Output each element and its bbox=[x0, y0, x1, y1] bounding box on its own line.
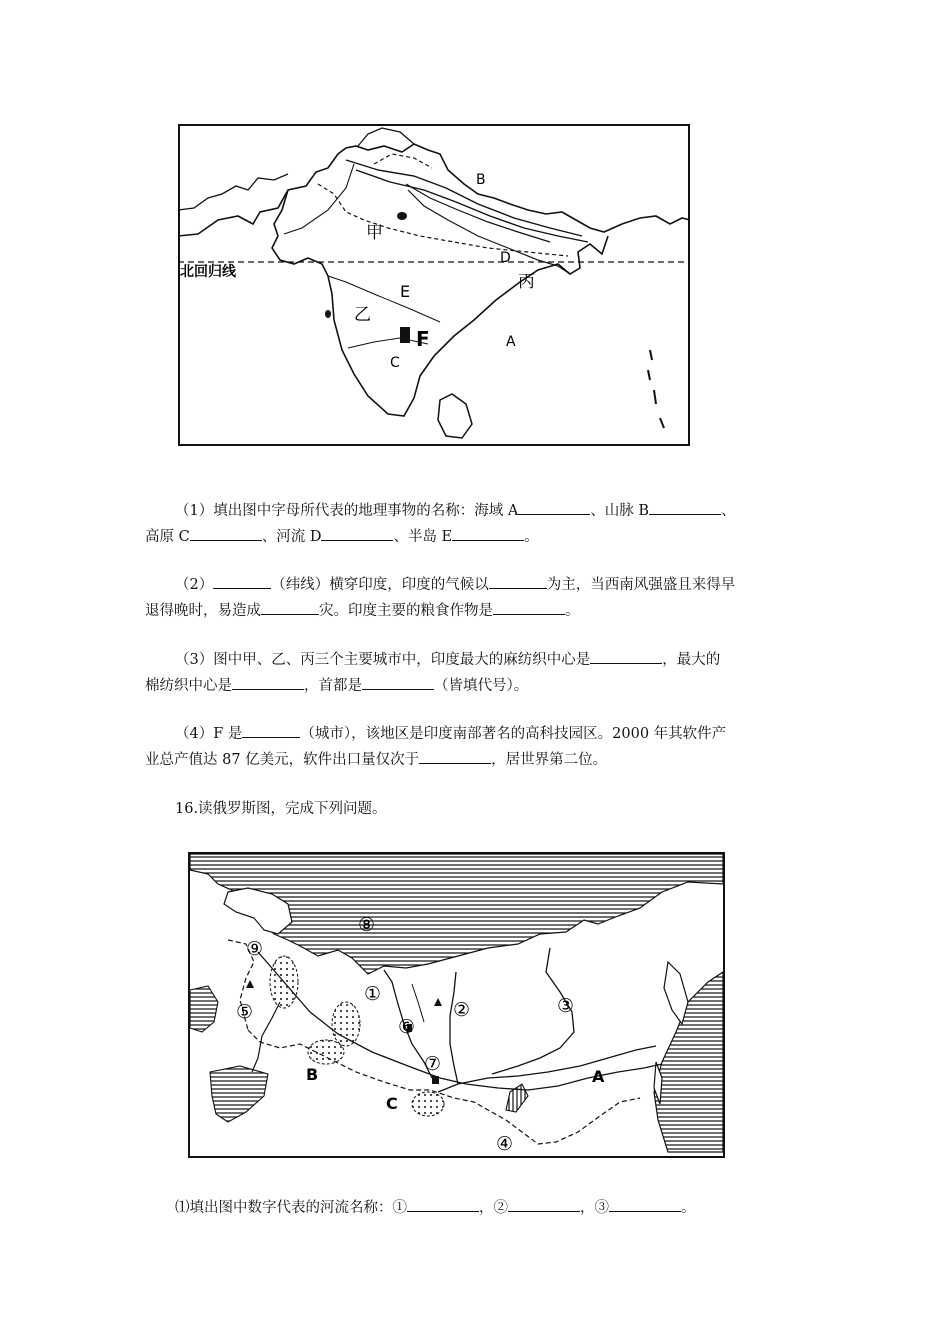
blank-river-3[interactable] bbox=[609, 1210, 681, 1212]
blank-grain-crop[interactable] bbox=[493, 613, 565, 615]
blank-latitude[interactable] bbox=[213, 587, 271, 589]
label-3: ③ bbox=[557, 995, 575, 1017]
blank-cotton-center[interactable] bbox=[232, 688, 304, 690]
label-e: E bbox=[400, 282, 411, 301]
label-jia: 甲 bbox=[366, 223, 383, 243]
india-map-svg bbox=[178, 124, 690, 446]
label-7: ⑦ bbox=[424, 1053, 442, 1075]
label-a: A bbox=[506, 334, 516, 350]
label-4: ④ bbox=[496, 1133, 514, 1155]
label-bing: 丙 bbox=[518, 272, 535, 292]
label-b: B bbox=[476, 172, 486, 188]
blank-plateau-c[interactable] bbox=[190, 539, 262, 541]
label-1: ① bbox=[364, 983, 382, 1005]
blank-capital[interactable] bbox=[362, 688, 434, 690]
label-5: ⑤ bbox=[236, 1001, 254, 1023]
label-b: B bbox=[306, 1065, 319, 1084]
label-f: F bbox=[416, 327, 430, 351]
label-d: D bbox=[500, 250, 511, 266]
q15-part3: （3）图中甲、乙、丙三个主要城市中，印度最大的麻纺织中心是 ，最大的 棉纺织中心是 ，首都是 （皆填代号）。 bbox=[145, 652, 721, 694]
label-9: ⑨ bbox=[246, 938, 264, 960]
label-c: C bbox=[386, 1094, 398, 1113]
label-8: ⑧ bbox=[358, 914, 376, 936]
blank-disaster[interactable] bbox=[261, 613, 319, 615]
q15-part1: （1）填出图中字母所代表的地理事物的名称：海域 A 、山脉 B 、 高原 C 、河流 D 、半岛 E 。 bbox=[145, 503, 736, 545]
q15-part2: （2） （纬线）横穿印度，印度的气候以 为主，当西南风强盛且来得早 退得晚时，易造成 灾。印度主要的粮食作物是 。 bbox=[145, 577, 736, 619]
blank-river-d[interactable] bbox=[321, 539, 393, 541]
label-6: ⑥ bbox=[398, 1016, 416, 1038]
label-tropic-of-cancer: 北回归线 bbox=[180, 264, 236, 280]
russia-map-svg bbox=[188, 852, 725, 1158]
blank-mountain-b[interactable] bbox=[649, 513, 721, 515]
q16-title: 16.读俄罗斯图，完成下列问题。 bbox=[175, 801, 387, 817]
india-map bbox=[178, 124, 690, 446]
blank-city-f[interactable] bbox=[242, 736, 300, 738]
label-yi: 乙 bbox=[354, 305, 371, 325]
blank-peninsula-e[interactable] bbox=[452, 539, 524, 541]
label-railway-a: A bbox=[592, 1067, 605, 1086]
blank-jute-center[interactable] bbox=[590, 662, 662, 664]
russia-map bbox=[188, 852, 725, 1158]
blank-climate[interactable] bbox=[489, 587, 547, 589]
blank-river-1[interactable] bbox=[407, 1210, 479, 1212]
q15-part4: （4）F 是 （城市），该地区是印度南部著名的高科技园区。2000 年其软件产 业总产值达 87 亿美元，软件出口量仅次于 ，居世界第二位。 bbox=[145, 726, 727, 768]
label-2: ② bbox=[453, 999, 471, 1021]
blank-sea-a[interactable] bbox=[518, 513, 590, 515]
blank-software-country[interactable] bbox=[419, 762, 491, 764]
blank-river-2[interactable] bbox=[508, 1210, 580, 1212]
label-c: C bbox=[390, 355, 400, 371]
q16-part1: ⑴填出图中数字代表的河流名称：① ，② ，③ 。 bbox=[175, 1200, 696, 1216]
